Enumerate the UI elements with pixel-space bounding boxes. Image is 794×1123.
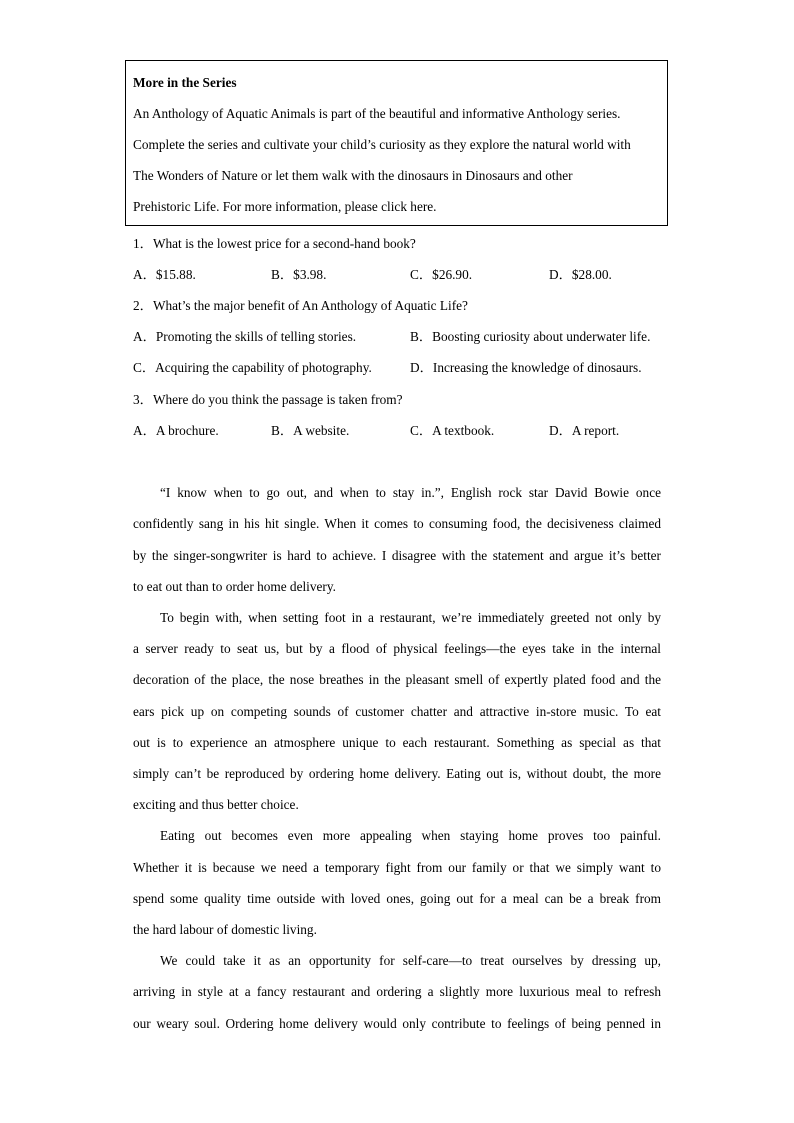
click-here-link[interactable]: Prehistoric Life. For more information, please click here.: [133, 199, 437, 214]
question-2-option-c[interactable]: C．Acquiring the capability of photography.: [133, 360, 372, 375]
series-box-line: [133, 199, 437, 215]
passage-line: spend some quality time outside with loved ones, going out for a meal can be a break from: [133, 891, 661, 906]
passage-line: to eat out than to order home delivery.: [133, 579, 336, 594]
question-3-option-d[interactable]: D．A report.: [549, 423, 620, 438]
question-3-option-c[interactable]: C．A textbook.: [410, 423, 495, 438]
series-box-line: Complete the series and cultivate your child’s curiosity as they explore the natural world with: [133, 137, 631, 152]
series-box-line: The Wonders of Nature or let them walk with the dinosaurs in Dinosaurs and other: [133, 168, 573, 183]
passage-line: “I know when to go out, and when to stay in.”, English rock star David Bowie once: [160, 485, 661, 500]
question-3-stem: 3．Where do you think the passage is taken from?: [133, 392, 403, 407]
question-1-option-d[interactable]: D．$28.00.: [549, 267, 612, 282]
passage-line: by the singer-songwriter is hard to achieve. I disagree with the statement and argue it’s better: [133, 548, 661, 563]
passage-line: We could take it as an opportunity for self-care—to treat ourselves by dressing up,: [160, 953, 661, 968]
question-2-option-a[interactable]: A．Promoting the skills of telling stories.: [133, 329, 357, 344]
passage-line: a server ready to seat us, but by a flood of physical feelings—the eyes take in the internal: [133, 641, 661, 656]
series-box-title: More in the Series: [133, 75, 237, 90]
passage-line: arriving in style at a fancy restaurant and ordering a slightly more luxurious meal to refresh: [133, 984, 661, 999]
series-info-box: [125, 60, 668, 226]
passage-line: ears pick up on competing sounds of customer chatter and attractive in-store music. To eat: [133, 704, 661, 719]
question-1-stem: 1．What is the lowest price for a second-hand book?: [133, 236, 416, 251]
question-1-option-a[interactable]: A．$15.88.: [133, 267, 196, 282]
question-1-option-c[interactable]: C．$26.90.: [410, 267, 473, 282]
question-2-option-d[interactable]: D．Increasing the knowledge of dinosaurs.: [410, 360, 642, 375]
question-3-option-a[interactable]: A．A brochure.: [133, 423, 219, 438]
passage-line: Eating out becomes even more appealing when staying home proves too painful.: [160, 828, 661, 843]
passage-line: simply can’t be reproduced by ordering home delivery. Eating out is, without doubt, the more: [133, 766, 661, 781]
passage-line: out is to experience an atmosphere unique to each restaurant. Something as special as that: [133, 735, 661, 750]
passage-line: To begin with, when setting foot in a restaurant, we’re immediately greeted not only by: [160, 610, 661, 625]
passage-line: our weary soul. Ordering home delivery would only contribute to feelings of being penned in: [133, 1016, 661, 1031]
passage-line: exciting and thus better choice.: [133, 797, 299, 812]
passage-line: Whether it is because we need a temporary fight from our family or that we simply want to: [133, 860, 661, 875]
question-2-stem: 2．What’s the major benefit of An Anthology of Aquatic Life?: [133, 298, 468, 313]
series-box-line: An Anthology of Aquatic Animals is part of the beautiful and informative Anthology series.: [133, 106, 621, 121]
question-1-option-b[interactable]: B．$3.98.: [271, 267, 327, 282]
passage-line: decoration of the place, the nose breathes in the pleasant smell of expertly plated food and the: [133, 672, 661, 687]
passage-line: the hard labour of domestic living.: [133, 922, 317, 937]
question-3-option-b[interactable]: B．A website.: [271, 423, 350, 438]
question-2-option-b[interactable]: B．Boosting curiosity about underwater life.: [410, 329, 651, 344]
passage-line: confidently sang in his hit single. When it comes to consuming food, the decisiveness claimed: [133, 516, 661, 531]
